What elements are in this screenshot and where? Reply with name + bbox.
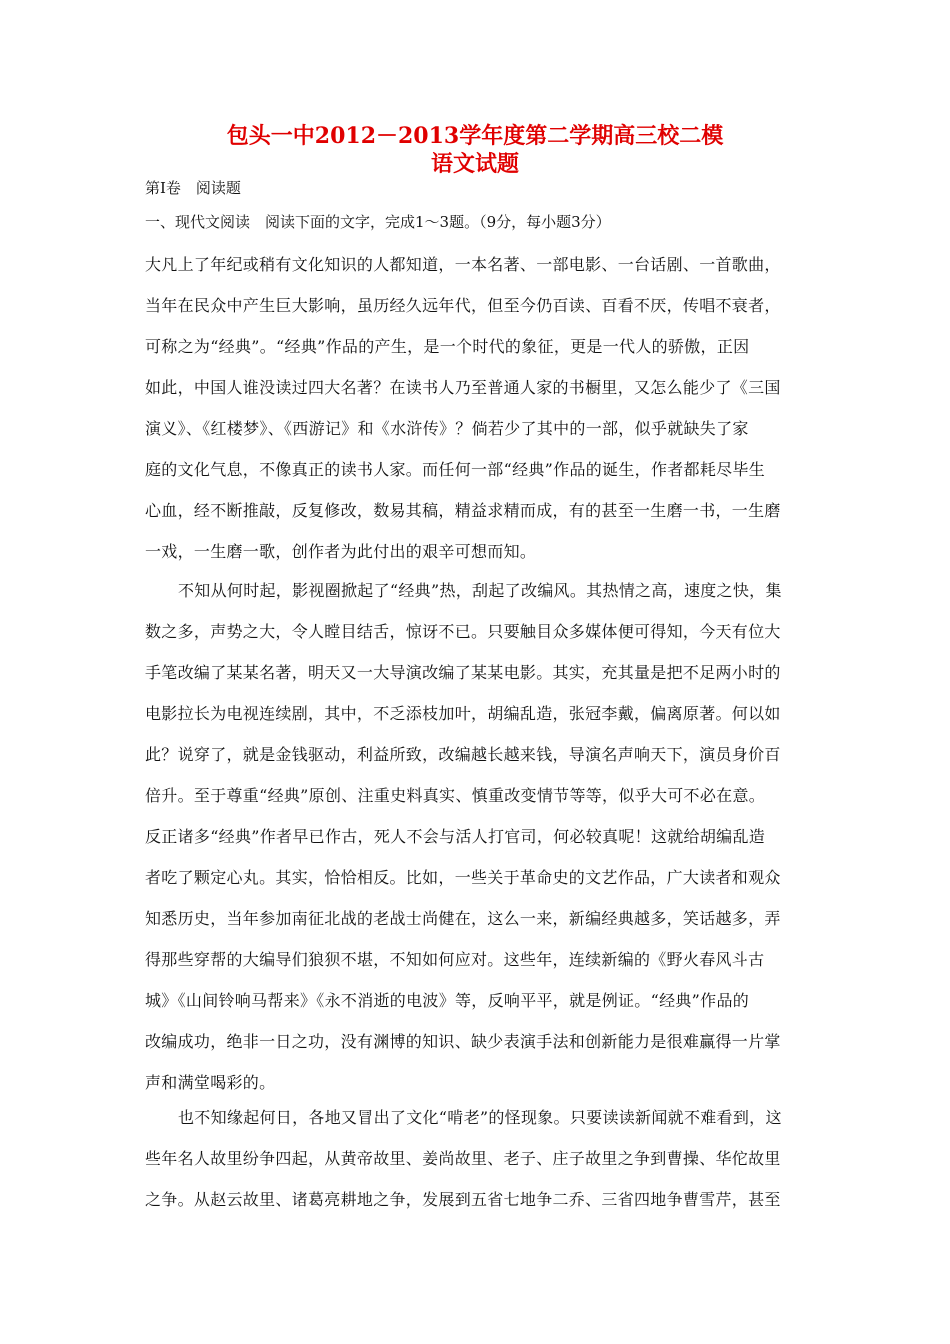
text-line: 得那些穿帮的大编导们狼狈不堪，不知如何应对。这些年，连续新编的《野火春风斗古 [145, 950, 765, 969]
text-line: 大凡上了年纪或稍有文化知识的人都知道，一本名著、一部电影、一台话剧、一首歌曲， [145, 255, 781, 274]
text-line: 城》《山间铃响马帮来》《永不消逝的电波》等，反响平平，就是例证。“经典”作品的 [145, 991, 750, 1010]
text-line: 改编成功，绝非一日之功，没有渊博的知识、缺少表演手法和创新能力是很难赢得一片掌 [145, 1032, 781, 1051]
title-line-1: 包头一中2012－2013学年度第二学期高三校二模 [226, 123, 724, 149]
text-line: 反正诸多“经典”作者早已作古，死人不会与活人打官司，何必较真呢！这就给胡编乱造 [145, 827, 766, 846]
text-line: 声和满堂喝彩的。 [145, 1073, 276, 1092]
text-line: 如此，中国人谁没读过四大名著？在读书人乃至普通人家的书橱里，又怎么能少了《三国 [145, 378, 781, 397]
text-line: 倍升。至于尊重“经典”原创、注重史料真实、慎重改变情节等等，似乎大可不必在意。 [145, 786, 766, 805]
paragraph-3 [145, 1097, 810, 1220]
section-label: 第Ⅰ卷 阅读题 [145, 179, 241, 197]
text-line: 电影拉长为电视连续剧，其中，不乏添枝加叶，胡编乱造，张冠李戴，偏离原著。何以如 [145, 704, 781, 723]
text-line: 之争。从赵云故里、诸葛亮耕地之争，发展到五省七地争二乔、三省四地争曹雪芹，甚至 [145, 1190, 781, 1209]
text-line: 当年在民众中产生巨大影响，虽历经久远年代，但至今仍百读、百看不厌，传唱不衰者， [145, 296, 781, 315]
text-line: 知悉历史，当年参加南征北战的老战士尚健在，这么一来，新编经典越多，笑话越多，弄 [145, 909, 781, 928]
text-line: 数之多，声势之大，令人瞠目结舌，惊讶不已。只要触目众多媒体便可得知，今天有位大 [145, 622, 781, 641]
text-line: 一戏，一生磨一歌，创作者为此付出的艰辛可想而知。 [145, 542, 537, 561]
paragraph-2 [145, 570, 810, 1103]
text-line: 此？说穿了，就是金钱驱动，利益所致，改编越长越来钱，导演名声响天下，演员身价百 [145, 745, 781, 764]
text-line: 不知从何时起，影视圈掀起了“经典”热，刮起了改编风。其热情之高，速度之快，集 [178, 581, 782, 600]
text-line: 庭的文化气息，不像真正的读书人家。而任何一部“经典”作品的诞生，作者都耗尽毕生 [145, 460, 766, 479]
question-instructions: 一、现代文阅读 阅读下面的文字，完成1～3题。（9分，每小题3分） [145, 213, 611, 231]
title-line-2: 语文试题 [430, 151, 519, 177]
document-title [0, 122, 950, 178]
text-line: 演义》、《红楼梦》、《西游记》和《水浒传》？倘若少了其中的一部，似乎就缺失了家 [145, 419, 749, 438]
paragraph-1 [145, 244, 810, 572]
text-line: 也不知缘起何日，各地又冒出了文化“啃老”的怪现象。只要读读新闻就不难看到，这 [178, 1108, 782, 1127]
text-line: 者吃了颗定心丸。其实，恰恰相反。比如，一些关于革命史的文艺作品，广大读者和观众 [145, 868, 781, 887]
text-line: 些年名人故里纷争四起，从黄帝故里、姜尚故里、老子、庄子故里之争到曹操、华佗故里 [145, 1149, 781, 1168]
text-line: 手笔改编了某某名著，明天又一大导演改编了某某电影。其实，充其量是把不足两小时的 [145, 663, 781, 682]
text-line: 心血，经不断推敲，反复修改，数易其稿，精益求精而成，有的甚至一生磨一书，一生磨 [145, 501, 781, 520]
text-line: 可称之为“经典”。“经典”作品的产生，是一个时代的象征，更是一代人的骄傲，正因 [145, 337, 750, 356]
